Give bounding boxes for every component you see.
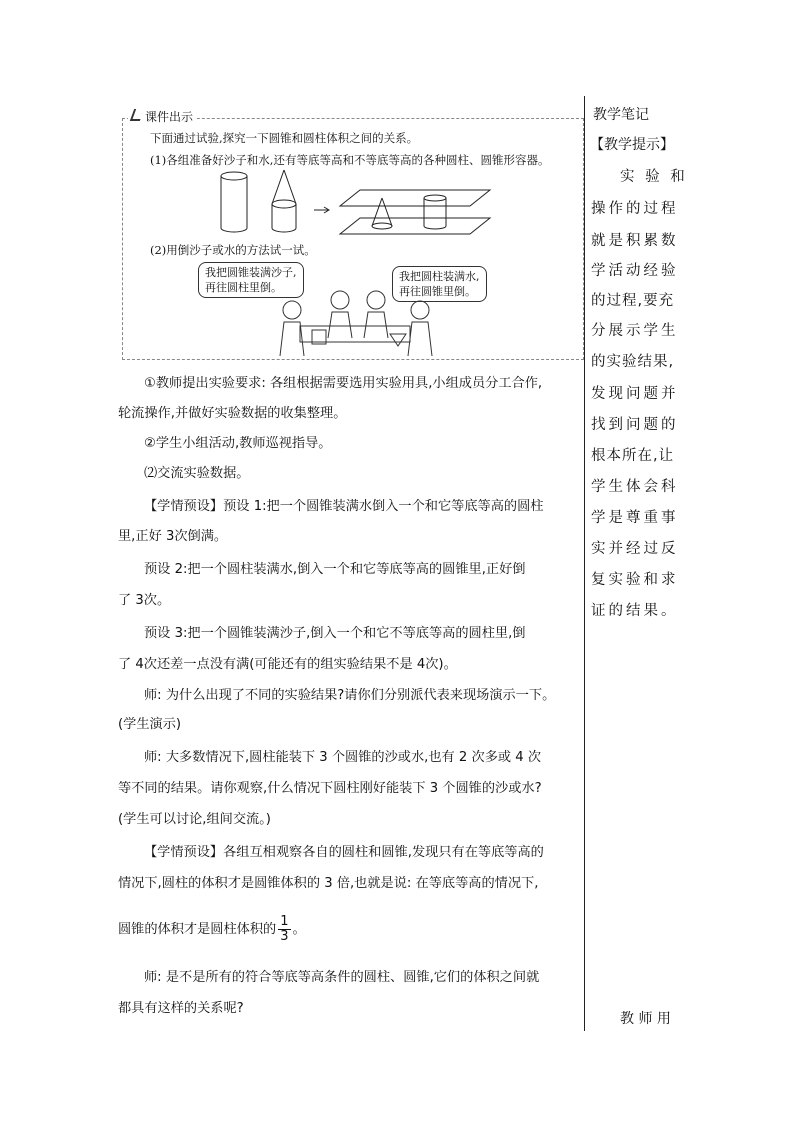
side-footer: 教 师 用	[620, 1011, 671, 1027]
side-line: 学活动经验	[591, 263, 679, 279]
paragraph-8-cont: 等不同的结果。请你观察,什么情况下圆柱刚好能装下 3 个圆锥的沙或水?	[118, 781, 542, 796]
side-tip-label: 【教学提示】	[590, 137, 674, 153]
side-line: 实并经过反	[591, 541, 679, 557]
paragraph-10: 师: 是不是所有的符合等底等高条件的圆柱、圆锥,它们的体积之间就	[144, 970, 540, 985]
side-line: 的过程,要充	[591, 293, 675, 309]
paragraph-5: 预设 2:把一个圆柱装满水,倒入一个和它等底等高的圆锥里,正好倒	[144, 562, 526, 577]
paragraph-4-cont: 里,正好 3次倒满。	[118, 529, 228, 544]
students-illustration	[272, 290, 442, 356]
side-title: 教学笔记	[593, 107, 649, 123]
paragraph-10-cont: 都具有这样的关系呢?	[118, 1001, 244, 1016]
side-line: 就是积累数	[591, 233, 679, 249]
one-third-fraction: $\frac{1}{3}$	[280, 913, 289, 944]
paragraph-9: 【学情预设】各组互相观察各自的圆柱和圆锥,发现只有在等底等高的	[144, 845, 544, 860]
paragraph-7-cont: (学生演示)	[118, 717, 182, 732]
courseware-step2: (2)用倒沙子或水的方法试一试。	[150, 243, 316, 257]
speech-bubble-right: 我把圆柱装满水, 再往圆锥里倒。	[392, 266, 487, 302]
paragraph-8-note: (学生可以讨论,组间交流。)	[118, 812, 271, 827]
paragraph-1-cont: 轮流操作,并做好实验数据的收集整理。	[118, 406, 347, 421]
side-line: 证的结果。	[591, 603, 679, 619]
side-line: 的实验结果,	[591, 354, 675, 370]
paragraph-6: 预设 3:把一个圆锥装满沙子,倒入一个和它不等底等高的圆柱里,倒	[144, 626, 526, 641]
cylinder-cone-illustration	[210, 168, 510, 240]
courseware-tag: 课件出示	[128, 108, 197, 125]
side-line: 实 验 和	[620, 169, 688, 185]
side-line: 分展示学生	[591, 323, 679, 339]
side-line: 找到问题的	[591, 417, 679, 433]
paragraph-9-cont: 情况下,圆柱的体积才是圆锥体积的 3 倍,也就是说: 在等底等高的情况下,	[118, 876, 539, 891]
paragraph-8: 师: 大多数情况下,圆柱能装下 3 个圆锥的沙或水,也有 2 次多或 4 次	[144, 750, 542, 765]
side-line: 发现问题并	[591, 386, 679, 402]
side-line: 复实验和求	[591, 572, 679, 588]
side-line: 操作的过程	[591, 201, 679, 217]
courseware-step1: (1)各组准备好沙子和水,还有等底等高和不等底等高的各种圆柱、圆锥形容器。	[150, 153, 550, 167]
side-line: 学生体会科	[591, 479, 679, 495]
courseware-intro: 下面通过试验,探究一下圆锥和圆柱体积之间的关系。	[150, 131, 419, 145]
speech-bubble-left: 我把圆锥装满沙子, 再往圆柱里倒。	[198, 262, 304, 298]
paragraph-9-fraction-line: 圆锥的体积才是圆柱体积的 $\frac{1}{3}$ 。	[118, 913, 306, 944]
paragraph-4: 【学情预设】预设 1:把一个圆锥装满水倒入一个和它等底等高的圆柱	[144, 499, 544, 514]
paragraph-7: 师: 为什么出现了不同的实验结果?请你们分别派代表来现场演示一下。	[144, 688, 556, 703]
paragraph-6-cont: 了 4次还差一点没有满(可能还有的组实验结果不是 4次)。	[118, 657, 457, 672]
side-line: 根本所在,让	[591, 448, 675, 464]
side-line: 学是尊重事	[591, 510, 679, 526]
paragraph-1: ①教师提出实验要求: 各组根据需要选用实验用具,小组成员分工合作,	[144, 376, 543, 391]
pencil-mark-icon	[130, 109, 144, 121]
paragraph-2: ②学生小组活动,教师巡视指导。	[144, 436, 332, 451]
paragraph-5-cont: 了 3次。	[118, 593, 171, 608]
paragraph-3: ⑵交流实验数据。	[144, 466, 250, 481]
